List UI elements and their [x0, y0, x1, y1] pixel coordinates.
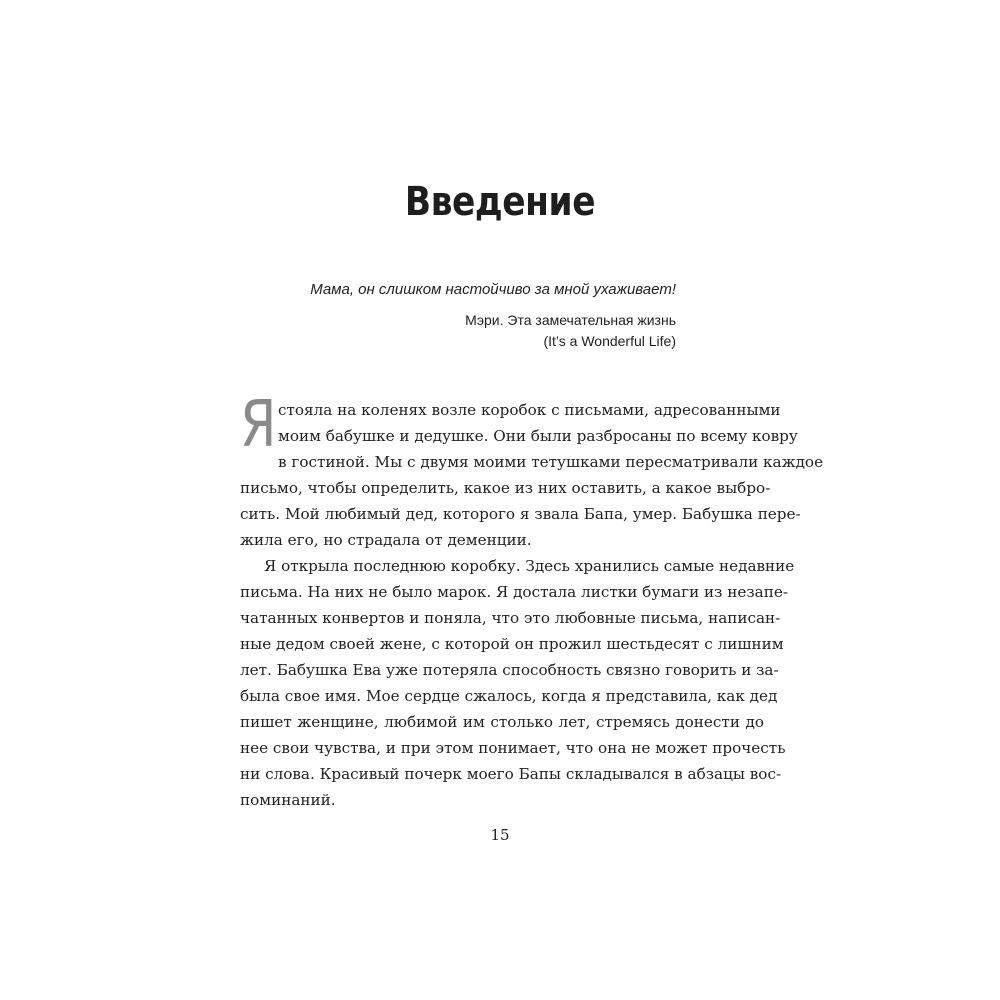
paragraph-line: чатанных конвертов и поняла, что это любовные письма, написан-: [240, 609, 781, 627]
paragraph-line: жила его, но страдала от деменции.: [240, 531, 532, 549]
page-number: 15: [490, 826, 510, 844]
paragraph-line: поминаний.: [240, 791, 336, 809]
body-text: [240, 388, 824, 813]
paragraph-line: в гостиной. Мы с двумя моими тетушками пересматривали каждое: [278, 453, 824, 471]
paragraph-1: [240, 388, 824, 553]
paragraph-line: лет. Бабушка Ева уже потеряла способность связно говорить и за-: [240, 661, 779, 679]
paragraph-line: моим бабушке и дедушке. Они были разбросаны по всему ковру: [278, 427, 798, 445]
paragraph-line: ные дедом своей жене, с которой он прожил шестьдесят с лишним: [240, 635, 784, 653]
paragraph-line: ни слова. Красивый почерк моего Бапы складывался в абзацы вос-: [240, 765, 782, 783]
paragraph-line: письма. На них не было марок. Я достала листки бумаги из незапе-: [240, 583, 788, 601]
paragraph-line: письмо, чтобы определить, какое из них оставить, а какое выбро-: [240, 479, 771, 497]
paragraph-line: была свое имя. Мое сердце сжалось, когда я представила, как дед: [240, 687, 778, 705]
paragraph-line: сить. Мой любимый дед, которого я звала Бапа, умер. Бабушка пере-: [240, 505, 801, 523]
epigraph-quote: Мама, он слишком настойчиво за мной ухаживает!: [310, 281, 676, 298]
paragraph-line: стояла на коленях возле коробок с письмами, адресованными: [278, 401, 781, 419]
epigraph-source-title: Мэри. Эта замечательная жизнь: [465, 312, 676, 328]
paragraph-line: нее свои чувства, и при этом понимает, что она не может прочесть: [240, 739, 786, 757]
chapter-title: Введение: [404, 178, 596, 225]
paragraph-line: Я открыла последнюю коробку. Здесь хранились самые недавние: [264, 557, 795, 575]
epigraph-source-original-title: (It’s a Wonderful Life): [543, 333, 676, 349]
paragraph-2: [240, 553, 795, 813]
drop-cap: Я: [240, 388, 277, 462]
epigraph: [240, 278, 676, 352]
paragraph-line: пишет женщине, любимой им столько лет, стремясь донести до: [240, 713, 764, 731]
